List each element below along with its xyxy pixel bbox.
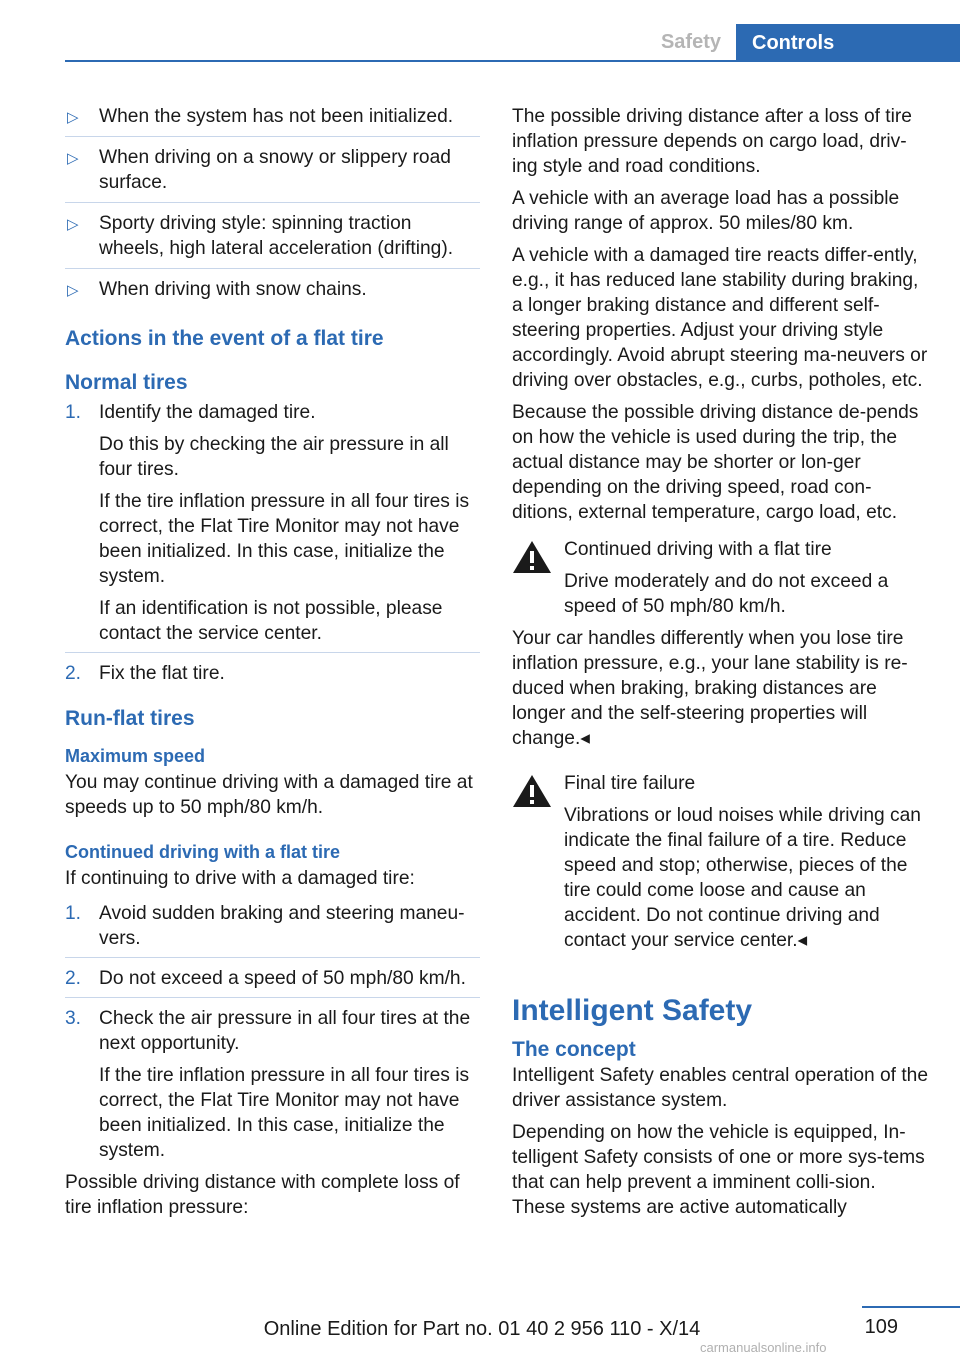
warning-paragraph: Your car handles differently when you lose tire inflation pressure, e.g., your lane stability is re-duced when braking, braking distances are longer and the self-steering properties will change.◂ (512, 628, 908, 749)
chapter-heading: Intelligent Safety (512, 994, 753, 1027)
warning-triangle-icon (512, 773, 552, 809)
list-item: ▷ When driving with snow chains. (65, 277, 480, 302)
warning-text: Vibrations or loud noises while driving can indicate the final failure of a tire. Reduce speed and stop; otherwise, pieces of the tire could come loose and cause an accident. Do not continue driving and contact your service center.◂ (564, 805, 921, 951)
triangle-bullet-icon: ▷ (67, 216, 79, 233)
paragraph: If continuing to drive with a damaged tire: (65, 868, 415, 889)
header-rule (65, 60, 960, 62)
triangle-bullet-icon: ▷ (67, 109, 79, 126)
list-item: ▷ Sporty driving style: spinning traction wheels, high lateral acceleration (drifting). (67, 213, 454, 259)
minor-heading: Maximum speed (65, 746, 206, 766)
triangle-bullet-icon: ▷ (67, 282, 79, 299)
section-heading: Actions in the event of a flat tire (65, 327, 384, 350)
right-column (512, 104, 930, 1227)
left-column (65, 104, 480, 1227)
numbered-step: 1. Identify the damaged tire. Do this by checking the air pressure in all four tires. If the tire inflation pressure in all four tires is correct, the Flat Tire Monitor may not have been initialized. In this case, initialize the system. If an identification is not possible, please contact the service center. (65, 402, 470, 644)
warning-text: Drive moderately and do not exceed a speed of 50 mph/80 km/h. (564, 571, 889, 617)
subsection-heading: Normal tires (65, 371, 188, 394)
warning-title: Final tire failure (564, 773, 696, 794)
step-number: 1. (65, 402, 82, 423)
paragraph: A vehicle with an average load has a possible driving range of approx. 50 miles/80 km. (512, 188, 900, 234)
warning-block (512, 771, 930, 953)
footer-rule (862, 1306, 960, 1308)
step-number: 2. (65, 968, 82, 989)
numbered-step: 1. Avoid sudden braking and steering maneu-vers. (65, 903, 465, 949)
page-number: 109 (864, 1316, 898, 1338)
divider (65, 136, 480, 137)
tab-controls: Controls (736, 24, 960, 62)
list-item: ▷ When driving on a snowy or slippery road surface. (67, 147, 451, 193)
divider (65, 268, 480, 269)
step-number: 3. (65, 1008, 82, 1029)
tab-safety: Safety (660, 31, 721, 53)
subsection-heading: The concept (512, 1038, 636, 1061)
divider (65, 957, 480, 958)
edition-text: Online Edition for Part no. 01 40 2 956 110 - X/14 (263, 1318, 701, 1340)
paragraph: Intelligent Safety enables central operation of the driver assistance system. (512, 1065, 929, 1111)
numbered-step: 3. Check the air pressure in all four tires at the next opportunity. If the tire inflation pressure in all four tires is correct, the Flat Tire Monitor may not have been initialized. In this case, initialize the system. (65, 1008, 471, 1161)
numbered-step: 2. Do not exceed a speed of 50 mph/80 km/h. (65, 968, 466, 989)
paragraph: The possible driving distance after a loss of tire inflation pressure depends on cargo load, driv-ing style and road conditions. (512, 106, 912, 177)
step-number: 1. (65, 903, 82, 924)
paragraph: A vehicle with a damaged tire reacts differ-ently, e.g., it has reduced lane stability during braking, a longer braking distance and different self-steering properties. Adjust your driving style accordingly. Avoid abrupt steering ma-neuvers or driving over obstacles, e.g., curbs, potholes, etc. (512, 245, 928, 391)
watermark: carmanualsonline.info (700, 1340, 827, 1355)
list-item: ▷ When the system has not been initialized. (65, 104, 480, 129)
divider (65, 652, 480, 653)
minor-heading: Continued driving with a flat tire (65, 842, 341, 862)
divider (65, 202, 480, 203)
paragraph: Because the possible driving distance de-pends on how the vehicle is used during the trip, the actual distance may be shorter or lon-ger depending on the driving speed, road con-ditions, external temperature, cargo load, etc. (512, 402, 919, 523)
divider (65, 997, 480, 998)
warning-title: Continued driving with a flat tire (564, 539, 832, 560)
step-number: 2. (65, 663, 82, 684)
paragraph: Depending on how the vehicle is equipped, In-telligent Safety consists of one or more sys-tems that can help prevent a imminent colli-sion. These systems are active automatically (512, 1122, 925, 1218)
warning-block (512, 537, 930, 751)
triangle-bullet-icon: ▷ (67, 150, 79, 167)
warning-triangle-icon (512, 539, 552, 575)
paragraph: Possible driving distance with complete loss of tire inflation pressure: (65, 1172, 460, 1218)
paragraph: You may continue driving with a damaged tire at speeds up to 50 mph/80 km/h. (65, 772, 473, 818)
subsection-heading: Run-flat tires (65, 707, 195, 730)
numbered-step: 2. Fix the flat tire. (65, 663, 225, 684)
